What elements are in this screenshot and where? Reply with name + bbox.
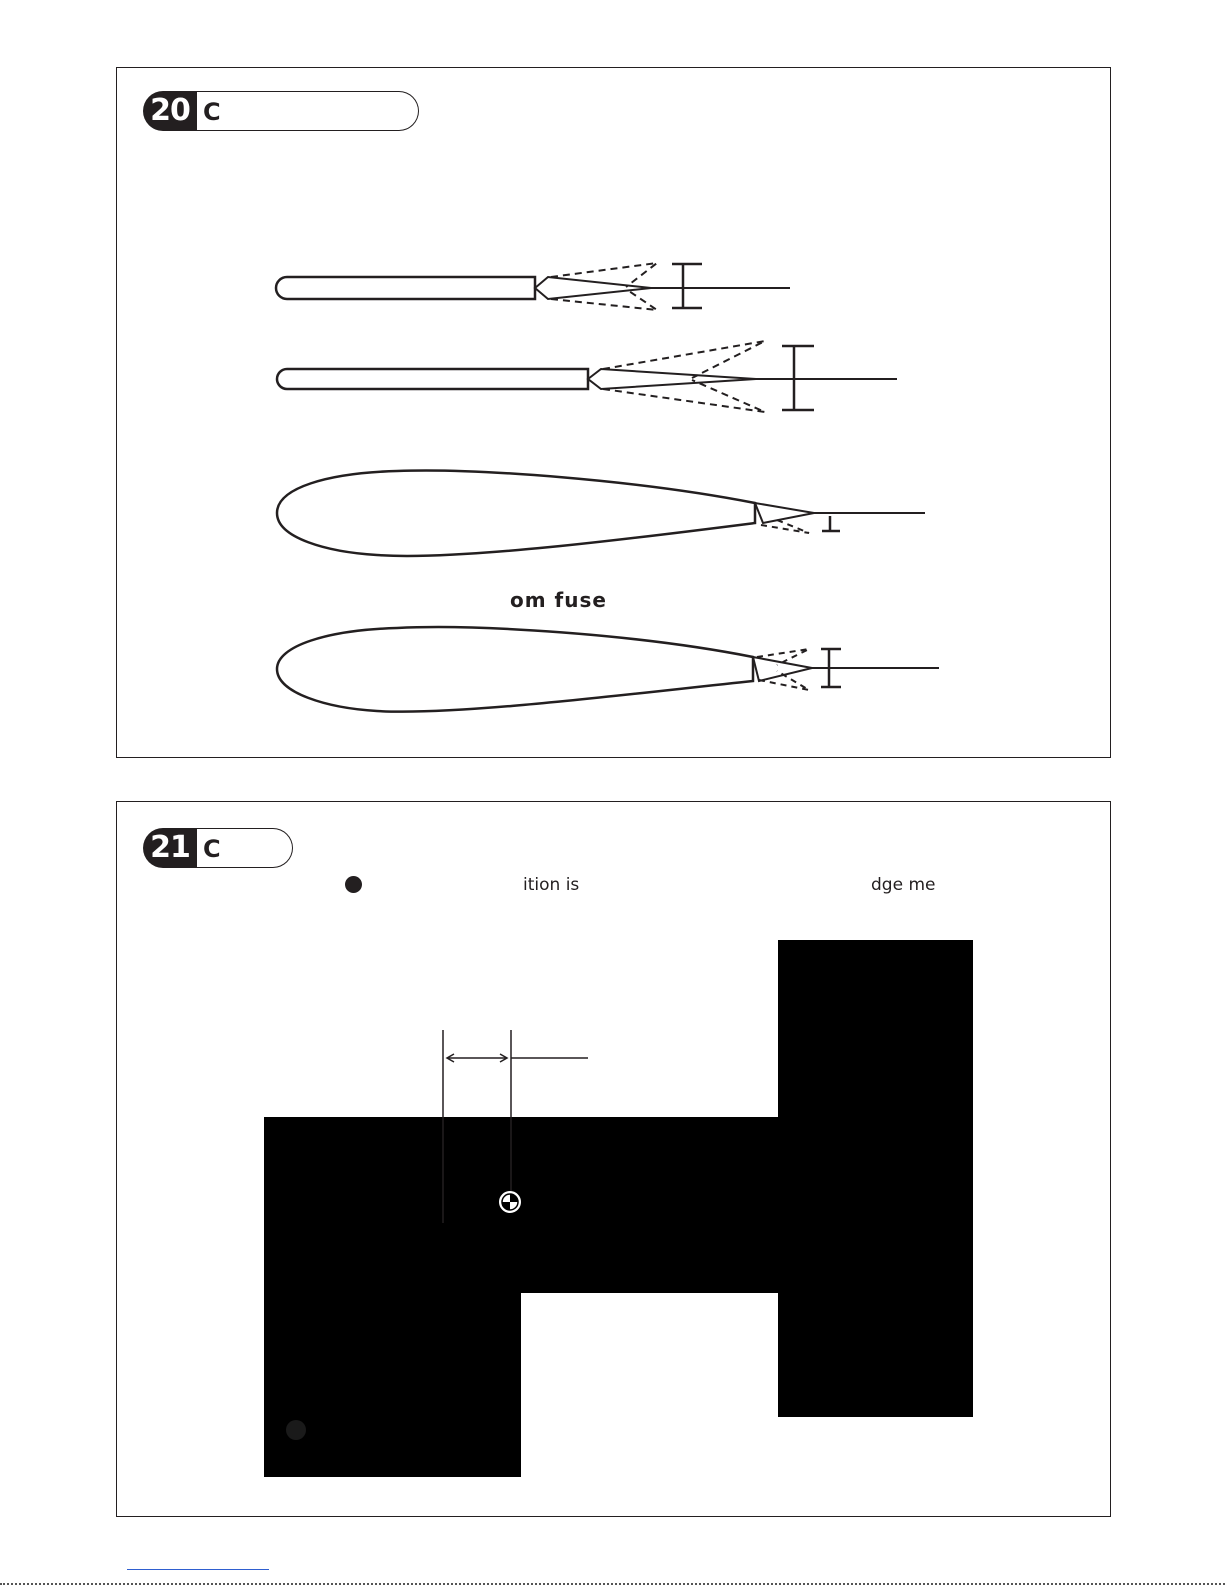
step-20-caption: om fuse [510, 588, 607, 612]
center-of-gravity-diagram [117, 802, 1110, 1516]
control-throw-figure-2 [277, 341, 897, 412]
step-21-panel [116, 801, 1111, 1517]
step-20-number: 20 [143, 91, 197, 131]
step-20-panel [116, 67, 1111, 758]
redacted-region [264, 940, 973, 1477]
control-throw-figure-1 [276, 263, 790, 310]
control-throw-figure-4 [277, 627, 939, 712]
control-surface-throw-diagram [117, 68, 1110, 757]
step-21-text-fragment-2: dge me [871, 875, 936, 895]
step-21-title: C [203, 835, 221, 863]
control-throw-figure-3 [277, 471, 925, 556]
footer-link-underline [127, 1569, 269, 1570]
center-of-gravity-icon [500, 1192, 520, 1212]
step-21-number: 21 [143, 828, 197, 868]
step-20-title: C [203, 98, 221, 126]
step-21-text-fragment-1: ition is [523, 875, 580, 895]
